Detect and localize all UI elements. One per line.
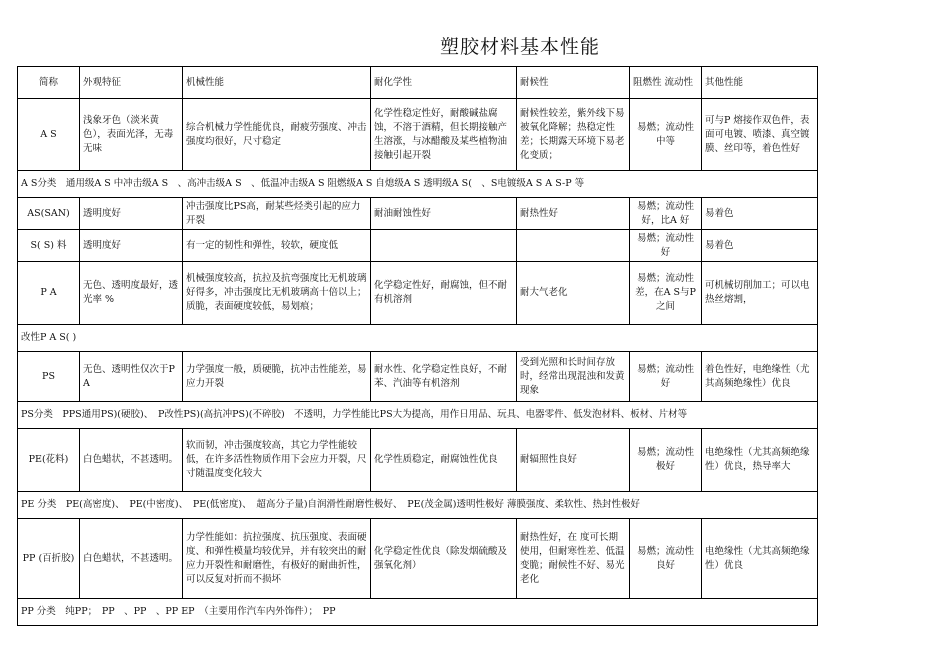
flame-flow-cell: 易燃；流动性良好 — [630, 519, 702, 599]
header-cell: 简称 — [18, 67, 80, 99]
category-cell: PP 分类 纯PP； PP 、PP 、PP EP （主要用作汽车内外饰件）； PP — [18, 599, 818, 626]
category-row — [18, 171, 818, 198]
header-cell: 耐候性 — [517, 67, 630, 99]
mechanical-cell: 力学强度一般，质硬脆，抗冲击性能差，易应力开裂 — [183, 352, 371, 402]
category-cell: PE 分类 PE(高密度)、 PE(中密度)、 PE(低密度)、 超高分子量)自润滑性耐磨性极好、 PE(茂金属)透明性极好 薄膜强度、柔软性、热封性极好 — [18, 492, 818, 519]
other-cell: 电绝缘性（尤其高频绝缘性）优良 — [702, 519, 818, 599]
material-row — [18, 99, 818, 171]
flame-flow-cell: 易燃；流动性好 — [630, 352, 702, 402]
abbr-cell: S( S) 料 — [18, 230, 80, 262]
mechanical-cell: 力学性能如：抗拉强度、抗压强度、表面硬度、和弹性模量均较优异，并有较突出的耐应力开裂性和耐磨性，有极好的耐曲折性，可以反复对折而不损坏 — [183, 519, 371, 599]
chemical-cell: 化学性质稳定，耐腐蚀性优良 — [371, 429, 517, 492]
appearance-cell: 白色蜡状，不甚透明。 — [80, 429, 183, 492]
other-cell: 电绝缘性（尤其高频绝缘性）优良，热导率大 — [702, 429, 818, 492]
other-cell: 易着色 — [702, 230, 818, 262]
other-cell: 易着色 — [702, 198, 818, 230]
other-cell: 可机械切削加工；可以电热丝熔割， — [702, 262, 818, 325]
abbr-cell: PP (百折胶) — [18, 519, 80, 599]
mechanical-cell: 综合机械力学性能优良，耐疲劳强度、冲击强度均很好，尺寸稳定 — [183, 99, 371, 171]
category-row — [18, 402, 818, 429]
flame-flow-cell: 易燃；流动性差，在A S与P 之间 — [630, 262, 702, 325]
chemical-cell: 化学稳定性好，耐腐蚀，但不耐有机溶剂 — [371, 262, 517, 325]
weather-cell: 耐候性较差，紫外线下易被氧化降解；热稳定性差；长期露天环境下易老化变质； — [517, 99, 630, 171]
appearance-cell: 浅象牙色（淡米黄色），表面光泽，无毒无味 — [80, 99, 183, 171]
material-row — [18, 352, 818, 402]
flame-flow-cell: 易燃；流动性极好 — [630, 429, 702, 492]
other-cell: 可与P 熔接作双色件，表面可电镀、喷漆、真空镀膜、丝印等，着色性好 — [702, 99, 818, 171]
weather-cell — [517, 230, 630, 262]
header-cell: 外观特征 — [80, 67, 183, 99]
materials-table — [17, 66, 818, 626]
header-cell: 阻燃性 流动性 — [630, 67, 702, 99]
category-cell: A S分类 通用级A S 中冲击级A S 、高冲击级A S 、低温冲击级A S 阻燃级A S 自熄级A S 透明级A S( 、S电镀级A S A S-P 等 — [18, 171, 818, 198]
weather-cell: 耐大气老化 — [517, 262, 630, 325]
flame-flow-cell: 易燃；流动性好 — [630, 230, 702, 262]
mechanical-cell: 有一定的韧性和弹性，较软，硬度低 — [183, 230, 371, 262]
category-cell: 改性P A S( ) — [18, 325, 818, 352]
material-row — [18, 519, 818, 599]
chemical-cell: 化学稳定性优良（除发烟硫酸及强氧化剂） — [371, 519, 517, 599]
flame-flow-cell: 易燃；流动性好，比A 好 — [630, 198, 702, 230]
category-row — [18, 492, 818, 519]
weather-cell: 受到光照和长时间存放时，经常出现混浊和发黄现象 — [517, 352, 630, 402]
flame-flow-cell: 易燃；流动性中等 — [630, 99, 702, 171]
appearance-cell: 白色蜡状，不甚透明。 — [80, 519, 183, 599]
chemical-cell: 化学性稳定性好，耐酸碱盐腐蚀，不溶于酒精，但长期接触产生溶涨，与冰醋酸及某些植物油接触引起开裂 — [371, 99, 517, 171]
header-row — [18, 67, 818, 99]
header-cell: 耐化学性 — [371, 67, 517, 99]
abbr-cell: A S — [18, 99, 80, 171]
mechanical-cell: 软而韧，冲击强度较高，其它力学性能较低，在许多活性物质作用下会应力开裂，尺寸随温度变化较大 — [183, 429, 371, 492]
weather-cell: 耐热性好，在 度可长期使用，但耐寒性差、低温变脆；耐候性不好、易光老化 — [517, 519, 630, 599]
material-row — [18, 429, 818, 492]
chemical-cell — [371, 230, 517, 262]
chemical-cell: 耐油耐蚀性好 — [371, 198, 517, 230]
appearance-cell: 透明度好 — [80, 230, 183, 262]
material-row — [18, 230, 818, 262]
weather-cell: 耐热性好 — [517, 198, 630, 230]
abbr-cell: PS — [18, 352, 80, 402]
abbr-cell: PE(花料) — [18, 429, 80, 492]
appearance-cell: 无色、透明度最好，透光率 % — [80, 262, 183, 325]
page-title: 塑胶材料基本性能 — [439, 36, 600, 58]
header-cell: 机械性能 — [183, 67, 371, 99]
appearance-cell: 透明度好 — [80, 198, 183, 230]
other-cell: 着色性好，电绝缘性（尤其高频绝缘性）优良 — [702, 352, 818, 402]
material-row — [18, 262, 818, 325]
mechanical-cell: 机械强度较高，抗拉及抗弯强度比无机玻璃好得多，冲击强度比无机玻璃高十倍以上；质脆，表面硬度较低，易划痕； — [183, 262, 371, 325]
abbr-cell: P A — [18, 262, 80, 325]
appearance-cell: 无色、透明性仅次于P A — [80, 352, 183, 402]
weather-cell: 耐辐照性良好 — [517, 429, 630, 492]
category-row — [18, 325, 818, 352]
material-row — [18, 198, 818, 230]
mechanical-cell: 冲击强度比PS高，耐某些烃类引起的应力开裂 — [183, 198, 371, 230]
abbr-cell: AS(SAN) — [18, 198, 80, 230]
chemical-cell: 耐水性、化学稳定性良好，不耐苯、汽油等有机溶剂 — [371, 352, 517, 402]
header-cell: 其他性能 — [702, 67, 818, 99]
category-row — [18, 599, 818, 626]
category-cell: PS分类 PPS通用PS)(硬胶)、 P改性PS)(高抗冲PS)(不碎胶) 不透明，力学性能比PS大为提高，用作日用品、玩具、电器零件、低发泡材料、板材、片材等 — [18, 402, 818, 429]
